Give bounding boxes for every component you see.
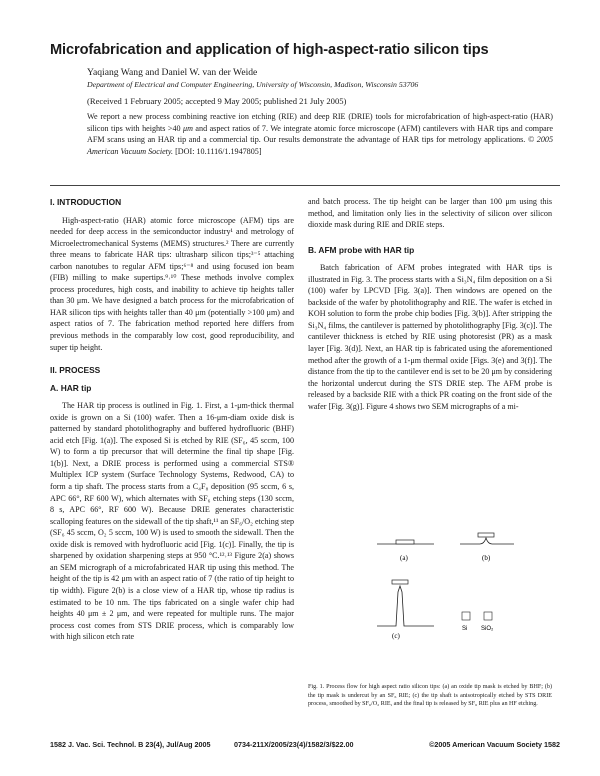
footer-copyright: ©2005 American Vacuum Society 1582 [429, 740, 560, 749]
legend-si: Si [462, 626, 468, 632]
continued-paragraph: and batch process. The tip height can be larger than 100 μm using this method, and limitation only lies in the selectivity of silicon over silicon dioxide mask during RIE and DRIE steps. [308, 197, 552, 230]
abstract-unit: μm [183, 123, 193, 133]
figure-1b-diagram [460, 533, 514, 544]
right-column [308, 196, 552, 412]
abstract-text-part2: and aspect ratios of 7. We integrate atomic force microscope (AFM) cantilevers with HAR tips and compare AFM scans using an HAR tip and a commercial tip. Our results demonstrate the advantage of HAR tips for metrology applications. [87, 123, 554, 145]
figure-1-caption: Fig. 1. Process flow for high aspect ratio silicon tips: (a) an oxide tip mask is etched by BHF; (b) the tip mask is undercut by an SF₆ RIE; (c) the tip shaft is anisotropically etched by STS DRIE process, smoothed by SF₆/O₂ RIE, and the final tip is released by SF₆ RIE plus an HF etching. [308, 684, 552, 708]
footer-code: 0734-211X/2005/23(4)/1582/3/$22.00 [234, 740, 354, 749]
intro-paragraph: High-aspect-ratio (HAR) atomic force microscope (AFM) tips are needed for deep access in the semiconductor industry¹ and metrology of Microelectromechanical Systems (MEMS) structures.² There are currently three means to fabricate HAR tips: ultrasharp silicon tips;³⁻⁵ attaching carbon nanotubes to regular AFM tips;⁶⁻⁸ and using focused ion beam (FIB) milling to make supertips.⁹˒¹⁰ These methods involve complex process procedures, high costs, and inability to achieve tip heights taller than 30 μm. We have designed a batch process for the microfabrication of HAR silicon tips with heights taller than 40 μm (potentially >100 μm) and aspect ratios of 7. The fabrication method reported here differs from previous methods in the comparably low cost, good reproducibility, and super tip height. [50, 215, 294, 352]
figure-label-c: (c) [392, 632, 400, 640]
figure-1a-diagram [377, 540, 434, 544]
figure-1-legend [462, 612, 494, 632]
section-heading-introduction: I. INTRODUCTION [50, 197, 122, 207]
author-affiliation: Department of Electrical and Computer Engineering, University of Wisconsin, Madison, Wisconsin 53706 [87, 80, 419, 89]
footer-journal: 1582 J. Vac. Sci. Technol. B 23(4), Jul/Aug 2005 [50, 740, 211, 749]
subsection-heading-har-tip: A. HAR tip [50, 382, 92, 393]
legend-sio2: SiO₂ [481, 626, 494, 632]
section-heading-process: II. PROCESS [50, 365, 101, 376]
abstract-doi: [DOI: 10.1116/1.1947805] [173, 146, 262, 156]
abstract-text-part1: We report a new process combining reactive ion etching (RIE) and deep RIE (DRIE) tools for microfabrication of high-aspect-ratio (HAR) silicon tips with heights >40 [87, 112, 553, 133]
figure-label-a: (a) [400, 554, 408, 562]
figure-1c-diagram [377, 580, 434, 626]
abstract-divider [50, 185, 560, 186]
subsection-heading-afm-probe: B. AFM probe with HAR tip [308, 244, 415, 255]
left-column [50, 197, 294, 643]
figure-1-process-flow [372, 522, 522, 642]
figure-label-b: (b) [482, 554, 491, 562]
abstract-copyright: © 2005 American Vacuum Society. [87, 135, 553, 156]
afm-paragraph: Batch fabrication of AFM probes integrated with HAR tips is illustrated in Fig. 3. The process starts with a Si₃N₄ film deposition on a Si (100) wafer by LPCVD [Fig. 3(a)]. Then windows are opened on the backside of the wafer by photolithography and RIE. The wafer is etched in KOH solution to form the probe chip bodies [Fig. 3(b)]. After stripping the Si₃N₄ films, the cantilever is patterned by photolithography [Fig. 3(c)]. The cantilever thickness is etched by RIE using photoresist (PR) as a mask layer [Fig. 3(d)]. Next, an HAR tip is fabricated using the aforementioned method after the growth of a 1-μm thermal oxide [Figs. 3(e) and 3(f)]. The distance from the tip to the cantilever end is set to be 20 μm by considering the horizontal undercut during the STS DRIE step. The AFM probe is released by a backside RIE with a thick PR coating on the front side of the wafer [Fig. 3(g)]. Figure 4 shows two SEM micrographs of a mi- [308, 263, 552, 411]
abstract [87, 111, 553, 157]
paper-authors: Yaqiang Wang and Daniel W. van der Weide [87, 67, 258, 78]
process-paragraph: The HAR tip process is outlined in Fig. 1. First, a 1-μm-thick thermal oxide is grown on a Si (100) wafer. Then a 16-μm-diam oxide disk is patterned by standard photolithography and buffered hydrofluoric (BHF) acid etch [Fig. 1(a)]. The exposed Si is etched by RIE (SF₆, 45 sccm, 100 W) to form a tip precursor that will determine the final tip shape [Fig. 1(b)]. Next, a DRIE process is performed using a commercial STS® Multiplex ICP system (Surface Technology Systems, Redwood, CA) to form a tip shaft. The process starts from a C₄F₈ deposition (95 sccm, 6 s, APC 66°, RF 600 W), which alternates with SF₆ etching steps (130 sccm, 8 s, APC 66°, RF 600 W). Because DRIE generates characteristic scalloping features on the sidewall of the tip shaft,¹¹ an SF₆/O₂ etching step (SF₆ 45 sccm, O₂ 5 sccm, 100 W) is used to smooth the sidewall. Then the oxide disk is removed with hydrofluoric acid [Fig. 1(c)]. Finally, the tip is sharpened by oxidation sharpening steps at 950 °C.¹²˒¹³ Figure 2(a) shows an SEM micrograph of a microfabricated HAR tip using this method. The height of the tip is 42 μm with an aspect ratio of 7 (the ratio of tip height to tip width). Figure 2(b) is a close view of a HAR tip, whose tip radius is estimated to be 10 nm. The tips fabricated on a single wafer chip had heights 40 μm ± 2 μm, and were repeated for multiple runs. The major process cost comes from STS DRIE process, which is comparably low with high silicon etch rate [50, 401, 294, 642]
received-dates: (Received 1 February 2005; accepted 9 May 2005; published 21 July 2005) [87, 96, 347, 106]
paper-title: Microfabrication and application of high-aspect-ratio silicon tips [50, 42, 489, 58]
